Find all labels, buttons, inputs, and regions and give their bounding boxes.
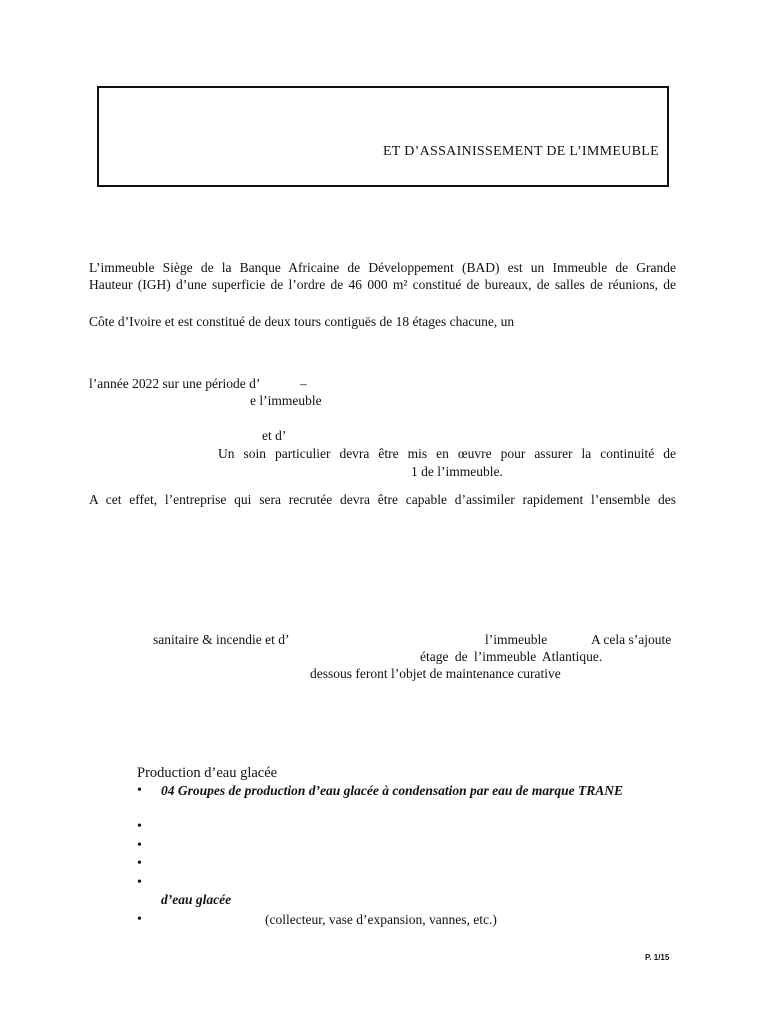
intro-line-1: L’immeuble Siège de la Banque Africaine de Développement (BAD) est un Immeuble de Grande [89,260,676,275]
text-immeuble-2: 1 de l’immeuble. [411,464,503,479]
bullet-marker-6: • [137,912,142,927]
intro-line-2: Hauteur (IGH) d’une superficie de l’ordre de 46 000 m² constitué de bureaux, de salles de réunions, de [89,277,676,292]
intro-line-3: Côte d’Ivoire et est constitué de deux tours contiguës de 18 étages chacune, un [89,314,515,329]
text-soin: Un soin particulier devra être mis en œuvre pour assurer la continuité de [218,446,676,461]
document-title: ET D’ASSAINISSEMENT DE L’IMMEUBLE [382,144,659,159]
bullet-marker-1: • [137,783,142,798]
text-immeuble-1: e l’immeuble [250,393,322,408]
text-sanitaire: sanitaire & incendie et d’ [153,632,290,647]
text-et-d: et d’ [262,428,287,443]
bullet-marker-4: • [137,856,142,871]
text-eau-glacee: d’eau glacée [161,892,232,907]
bullet-marker-5: • [137,875,142,890]
section-heading: Production d’eau glacée [137,765,278,781]
text-annee: l’année 2022 sur une période d’ [89,376,261,391]
bullet-marker-3: • [137,838,142,853]
text-last-item: (collecteur, vase d’expansion, vannes, etc.) [265,912,497,927]
text-cela: A cela s’ajoute [591,632,672,647]
page-number: P. 1/15 [645,953,670,962]
text-dash: – [300,376,307,391]
title-box [97,86,669,187]
text-effet: A cet effet, l’entreprise qui sera recrutée devra être capable d’assimiler rapidement l’ensemble des [89,492,676,507]
text-etage: étage de l’immeuble Atlantique. [420,649,603,664]
bullet-text-1: 04 Groupes de production d’eau glacée à condensation par eau de marque TRANE [161,783,624,798]
text-dessous: dessous feront l’objet de maintenance curative [310,666,561,681]
text-immeuble-3: l’immeuble [485,632,548,647]
bullet-marker-2: • [137,819,142,834]
